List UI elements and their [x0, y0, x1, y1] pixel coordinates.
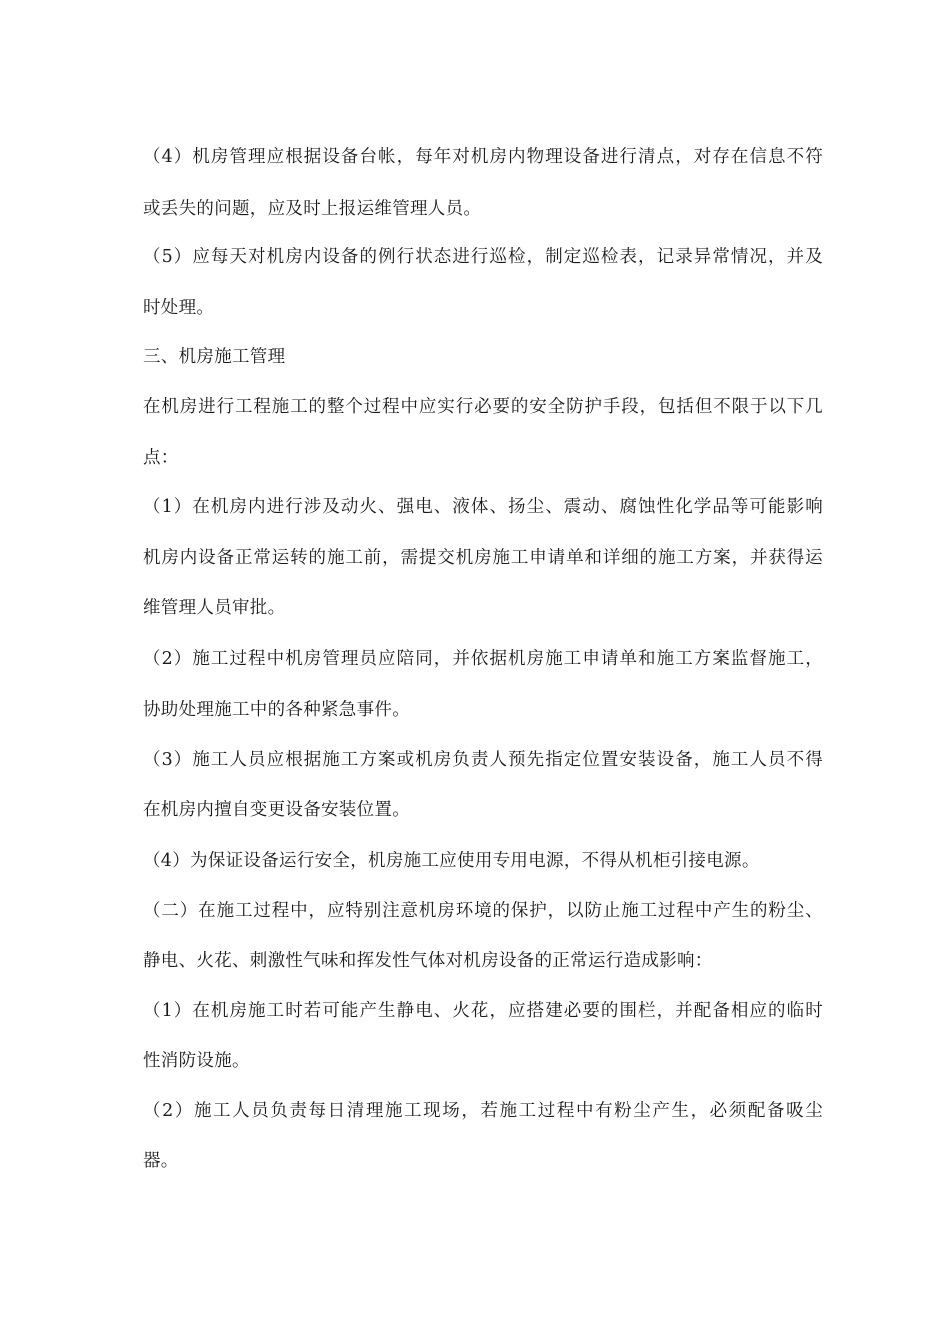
text-line: （5）应每天对机房内设备的例行状态进行巡检，制定巡检表，记录异常情况，并及: [143, 247, 823, 267]
text-line: （二）在施工过程中，应特别注意机房环境的保护，以防止施工过程中产生的粉尘、: [143, 901, 823, 921]
text-line: （4）为保证设备运行安全，机房施工应使用专用电源，不得从机柜引接电源。: [143, 851, 760, 871]
text-line: （1）在机房施工时若可能产生静电、火花，应搭建必要的围栏，并配备相应的临时: [143, 1001, 823, 1021]
text-line: 机房内设备正常运转的施工前，需提交机房施工申请单和详细的施工方案，并获得运: [143, 548, 823, 568]
text-line: （2）施工人员负责每日清理施工现场，若施工过程中有粉尘产生，必须配备吸尘: [143, 1101, 823, 1121]
text-line: （1）在机房内进行涉及动火、强电、液体、扬尘、震动、腐蚀性化学品等可能影响: [143, 497, 823, 517]
text-line: 器。: [143, 1151, 179, 1171]
text-line: （4）机房管理应根据设备台帐，每年对机房内物理设备进行清点，对存在信息不符: [143, 147, 823, 167]
text-line: （2）施工过程中机房管理员应陪同，并依据机房施工申请单和施工方案监督施工，: [143, 649, 823, 669]
text-line: 静电、火花、刺激性气味和挥发性气体对机房设备的正常运行造成影响：: [143, 951, 713, 971]
text-line: 在机房进行工程施工的整个过程中应实行必要的安全防护手段，包括但不限于以下几: [143, 397, 823, 417]
text-line: 性消防设施。: [143, 1051, 250, 1071]
text-line: 维管理人员审批。: [143, 598, 286, 618]
text-line: 时处理。: [143, 298, 215, 318]
text-line: 点：: [143, 448, 179, 468]
text-line: （3）施工人员应根据施工方案或机房负责人预先指定位置安装设备，施工人员不得: [143, 750, 823, 770]
text-line: 或丢失的问题，应及时上报运维管理人员。: [143, 199, 482, 219]
text-line: 协助处理施工中的各种紧急事件。: [143, 700, 410, 720]
section-heading: 三、机房施工管理: [143, 347, 286, 367]
text-line: 在机房内擅自变更设备安装位置。: [143, 800, 410, 820]
